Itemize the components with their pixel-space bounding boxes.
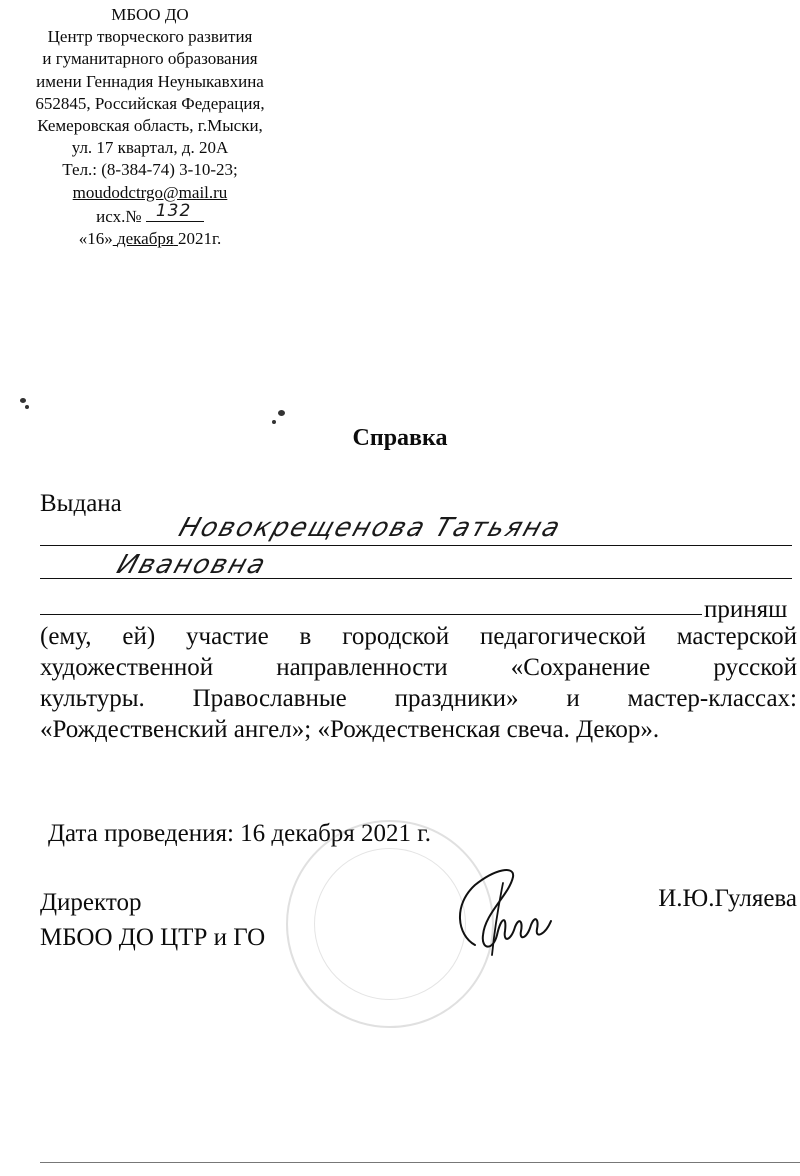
document-title: Справка [352, 425, 448, 451]
body-line-3: культуры. Православные праздники» и мастер-классах: [40, 685, 797, 712]
org-name-line-1: Центр творческого развития [47, 27, 253, 47]
signatory-title-line-1: Директор [40, 889, 142, 916]
phone-line: Тел.: (8-384-74) 3-10-23; [62, 160, 238, 180]
event-date: Дата проведения: 16 декабря 2021 г. [48, 820, 431, 847]
outgoing-number-blank [146, 200, 204, 222]
certificate-body [40, 621, 797, 745]
body-line-4: «Рождественский ангел»; «Рождественская свеча. Декор». [40, 716, 660, 743]
outgoing-number-line [0, 200, 300, 228]
scan-speck [20, 398, 26, 403]
took-part-word: приняш [704, 596, 788, 623]
org-short-name: МБОО ДО [111, 5, 189, 24]
signatory-title-line-2: МБОО ДО ЦТР и ГО [40, 924, 266, 951]
address-line-2: Кемеровская область, г.Мыски, [37, 116, 263, 136]
outgoing-number-label: исх.№ [96, 206, 142, 226]
recipient-name-handwritten-line-1: Новокрещенова Татьяна [175, 513, 566, 543]
signatory-title [40, 885, 265, 955]
outgoing-number-handwritten: 132 [155, 200, 192, 221]
org-name-line-2: и гуманитарного образования [42, 49, 258, 69]
letterhead [0, 4, 300, 250]
recipient-name-handwritten-line-2: Ивановна [113, 550, 271, 580]
email-link[interactable]: moudodctrgo@mail.ru [72, 182, 228, 202]
recipient-line-3 [40, 614, 702, 615]
recipient-line-1 [40, 545, 792, 546]
org-name-line-3: имени Геннадия Неуныкавхина [36, 71, 264, 91]
body-line-1: (ему, ей) участие в городской педагогической мастерской [40, 623, 797, 650]
address-line-3: ул. 17 квартал, д. 20А [71, 138, 229, 158]
signatory-name: И.Ю.Гуляева [658, 885, 797, 912]
scan-bottom-edge [40, 1162, 800, 1163]
letter-date-month: декабря [116, 229, 174, 249]
body-line-2: художественной направленности «Сохранение русской [40, 654, 797, 681]
letter-date-year: 2021г. [177, 229, 222, 249]
issued-label: Выдана [40, 490, 122, 517]
address-line-1: 652845, Российская Федерация, [35, 93, 265, 113]
scan-speck [25, 405, 29, 409]
letter-date-line [0, 228, 300, 250]
scan-speck [278, 410, 285, 416]
letter-date-day: «16» [78, 229, 113, 249]
director-signature [445, 855, 565, 965]
scan-speck [272, 420, 276, 424]
